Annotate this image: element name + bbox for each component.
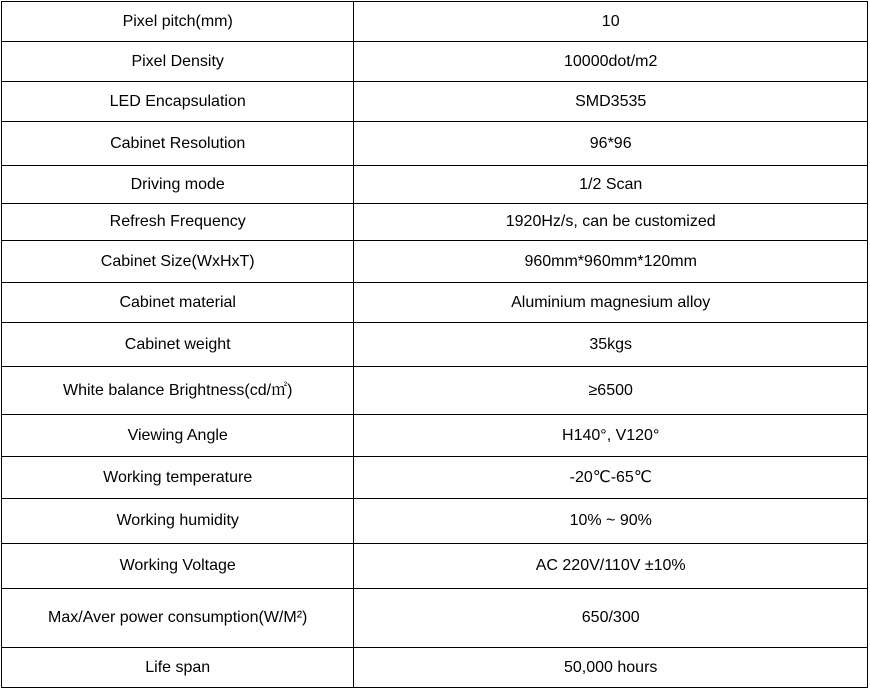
- table-row: [2, 589, 868, 648]
- table-row: [2, 241, 868, 283]
- spec-value: 650/300: [354, 589, 868, 648]
- spec-value: 10000dot/m2: [354, 42, 868, 82]
- spec-label: Cabinet Size(WxHxT): [2, 241, 354, 283]
- spec-value: H140°, V120°: [354, 415, 868, 457]
- spec-label: Pixel Density: [2, 42, 354, 82]
- spec-label: Viewing Angle: [2, 415, 354, 457]
- spec-label: LED Encapsulation: [2, 82, 354, 122]
- spec-label: Cabinet material: [2, 283, 354, 323]
- table-row: [2, 204, 868, 241]
- spec-label: White balance Brightness(cd/㎡): [2, 367, 354, 415]
- spec-value: 10: [354, 2, 868, 42]
- spec-label: Driving mode: [2, 166, 354, 204]
- spec-label: Working Voltage: [2, 544, 354, 589]
- table-row: [2, 2, 868, 42]
- spec-value: ≥6500: [354, 367, 868, 415]
- spec-label: Cabinet weight: [2, 323, 354, 367]
- table-row: [2, 82, 868, 122]
- table-row: [2, 415, 868, 457]
- table-row: [2, 648, 868, 688]
- spec-label: Cabinet Resolution: [2, 122, 354, 166]
- table-row: [2, 499, 868, 544]
- spec-table-body: [2, 2, 868, 688]
- spec-value: Aluminium magnesium alloy: [354, 283, 868, 323]
- spec-value: SMD3535: [354, 82, 868, 122]
- spec-label: Pixel pitch(mm): [2, 2, 354, 42]
- spec-value: 96*96: [354, 122, 868, 166]
- table-row: [2, 544, 868, 589]
- table-row: [2, 367, 868, 415]
- spec-value: AC 220V/110V ±10%: [354, 544, 868, 589]
- spec-label: Life span: [2, 648, 354, 688]
- spec-value: 50,000 hours: [354, 648, 868, 688]
- spec-value: 35kgs: [354, 323, 868, 367]
- table-row: [2, 42, 868, 82]
- spec-label: Working humidity: [2, 499, 354, 544]
- spec-value: 960mm*960mm*120mm: [354, 241, 868, 283]
- table-row: [2, 323, 868, 367]
- spec-value: -20℃-65℃: [354, 457, 868, 499]
- spec-label: Max/Aver power consumption(W/M²): [2, 589, 354, 648]
- spec-value: 1920Hz/s, can be customized: [354, 204, 868, 241]
- spec-value: 1/2 Scan: [354, 166, 868, 204]
- table-row: [2, 122, 868, 166]
- table-row: [2, 283, 868, 323]
- spec-table: [1, 1, 868, 688]
- table-row: [2, 166, 868, 204]
- table-row: [2, 457, 868, 499]
- spec-label: Working temperature: [2, 457, 354, 499]
- spec-value: 10% ~ 90%: [354, 499, 868, 544]
- spec-label: Refresh Frequency: [2, 204, 354, 241]
